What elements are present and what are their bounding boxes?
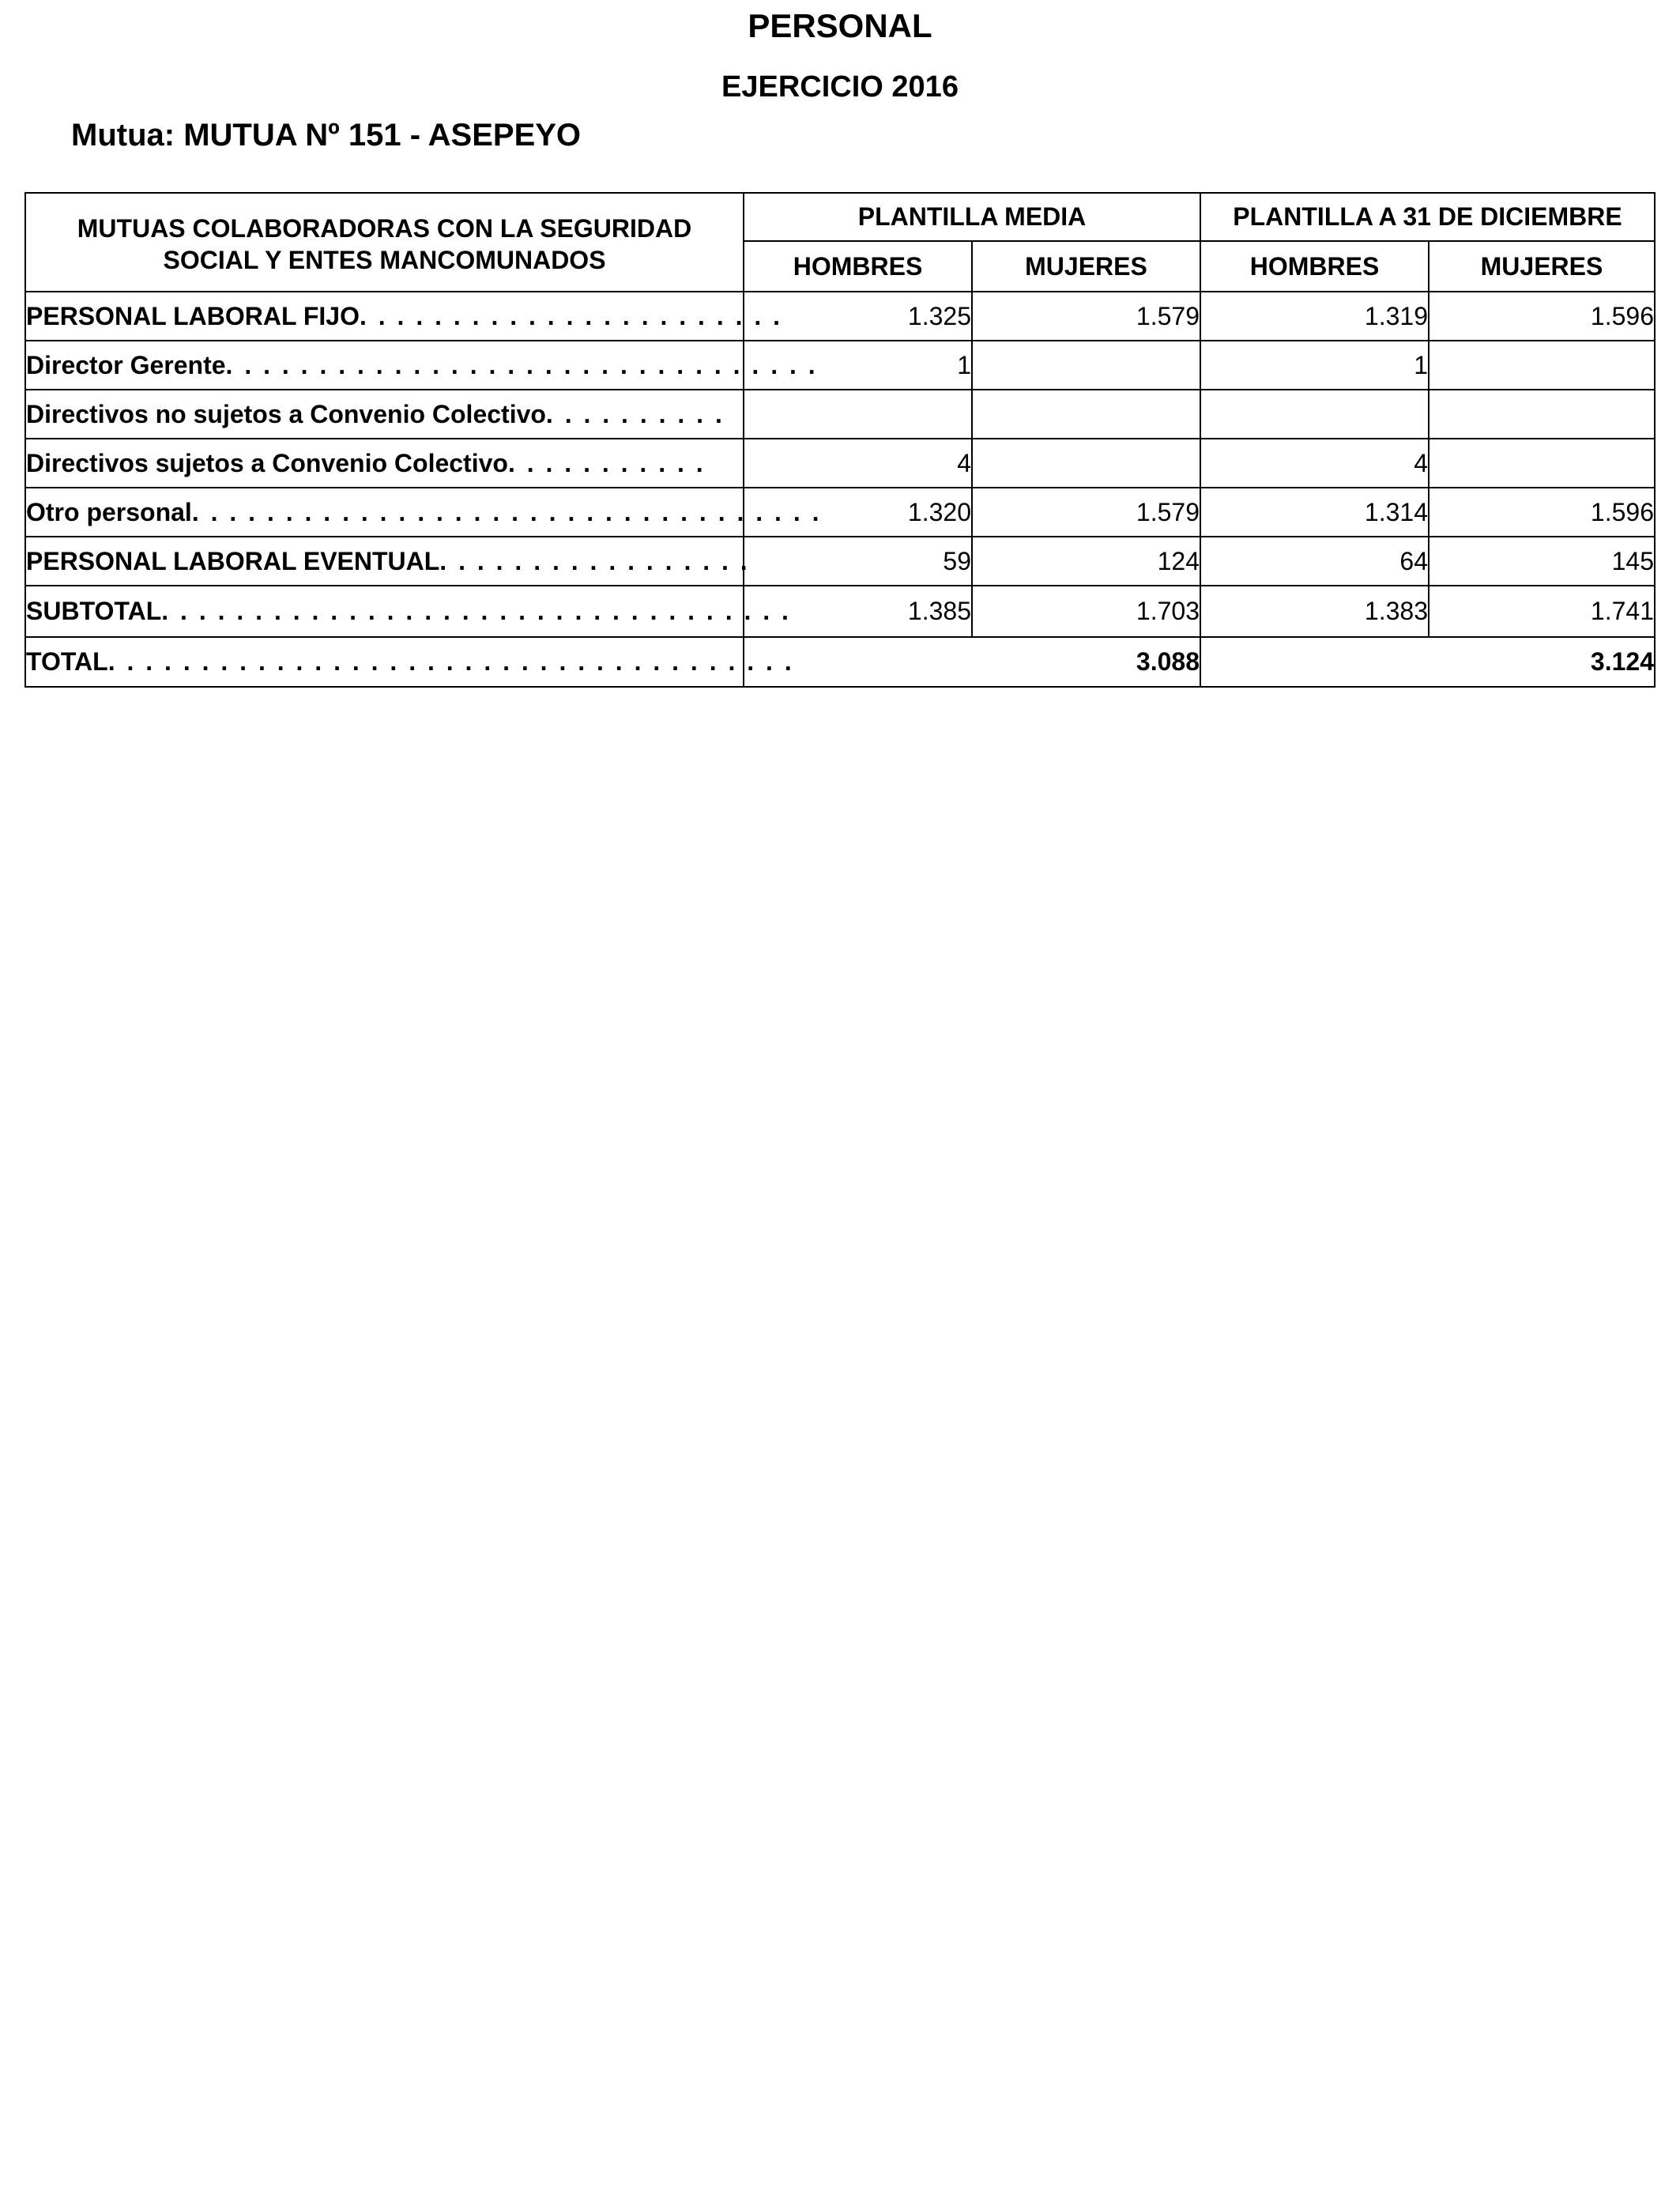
total-value-diciembre: 3.124 bbox=[1200, 637, 1655, 687]
cell-value: 1.319 bbox=[1200, 292, 1429, 341]
cell-value: 124 bbox=[972, 537, 1200, 586]
subtotal-value: 1.741 bbox=[1429, 586, 1655, 637]
row-label-text: Directivos sujetos a Convenio Colectivo bbox=[26, 448, 508, 477]
table-row bbox=[25, 488, 1655, 537]
table-row bbox=[25, 390, 1655, 439]
cell-value: 4 bbox=[1200, 439, 1429, 488]
group-header-plantilla-media: PLANTILLA MEDIA bbox=[744, 193, 1200, 241]
page-subtitle: EJERCICIO 2016 bbox=[721, 70, 959, 104]
total-row bbox=[25, 637, 1655, 687]
cell-value bbox=[972, 341, 1200, 390]
table-header-row bbox=[25, 193, 1655, 241]
row-label-text: PERSONAL LABORAL FIJO bbox=[26, 301, 360, 330]
cell-value: 1 bbox=[1200, 341, 1429, 390]
leader-dots: . . . . . . . . . . . . . . . . . . . . . . . . . . . . . . . . . . . . . bbox=[107, 647, 794, 676]
total-label bbox=[25, 637, 794, 687]
leader-dots: . . . . . . . . . . . . . . . . . . . . . . . bbox=[359, 301, 783, 330]
cell-value: 1.596 bbox=[1429, 292, 1655, 341]
leader-dots: . . . . . . . . . . . . . . . . . . . . . . . . . . . . . . . . bbox=[225, 350, 818, 379]
subheader-mujeres-diciembre: MUJERES bbox=[1429, 241, 1655, 292]
total-label-text: TOTAL bbox=[26, 647, 108, 676]
personal-table bbox=[24, 192, 1656, 688]
row-label bbox=[25, 390, 744, 439]
table-row bbox=[25, 341, 1655, 390]
subtotal-value: 1.383 bbox=[1200, 586, 1429, 637]
cell-value bbox=[972, 390, 1200, 439]
cell-value: 1.579 bbox=[972, 292, 1200, 341]
row-label bbox=[25, 341, 818, 390]
subtotal-value: 1.385 bbox=[744, 586, 972, 637]
subtotal-value: 1.703 bbox=[972, 586, 1200, 637]
page-title: PERSONAL bbox=[748, 7, 932, 44]
subtotal-row bbox=[25, 586, 1655, 637]
row-label-text: Otro personal bbox=[26, 497, 192, 526]
cell-value: 1.325 bbox=[744, 292, 972, 341]
cell-value bbox=[1200, 390, 1429, 439]
row-label bbox=[25, 537, 750, 586]
cell-value: 1.596 bbox=[1429, 488, 1655, 537]
leader-dots: . . . . . . . . . . bbox=[545, 399, 725, 428]
subtotal-label-text: SUBTOTAL bbox=[26, 597, 162, 625]
subheader-hombres-media: HOMBRES bbox=[744, 241, 972, 292]
cell-value: 1.579 bbox=[972, 488, 1200, 537]
cell-value: 1.320 bbox=[744, 488, 972, 537]
group-header-plantilla-diciembre: PLANTILLA A 31 DE DICIEMBRE bbox=[1200, 193, 1655, 241]
subtotal-label bbox=[25, 586, 791, 637]
cell-value: 1 bbox=[744, 341, 972, 390]
leader-dots: . . . . . . . . . . . . . . . . . . . . . . . . . . . . . . . . . . bbox=[191, 497, 822, 526]
row-label-text: PERSONAL LABORAL EVENTUAL bbox=[26, 546, 440, 575]
cell-value: 4 bbox=[744, 439, 972, 488]
leader-dots: . . . . . . . . . . . . . . . . . bbox=[439, 546, 750, 575]
corner-header-label: MUTUAS COLABORADORAS CON LA SEGURIDAD SOCIAL Y ENTES MANCOMUNADOS bbox=[77, 214, 692, 274]
cell-value bbox=[744, 390, 972, 439]
row-label bbox=[25, 439, 744, 488]
leader-dots: . . . . . . . . . . . . . . . . . . . . . . . . . . . . . . . . . . bbox=[161, 597, 791, 625]
cell-value bbox=[1429, 341, 1655, 390]
cell-value: 59 bbox=[744, 537, 972, 586]
mutua-label: Mutua: MUTUA Nº 151 - ASEPEYO bbox=[71, 118, 582, 153]
cell-value: 1.314 bbox=[1200, 488, 1429, 537]
row-label-text: Director Gerente bbox=[26, 350, 226, 379]
row-label bbox=[25, 292, 783, 341]
row-label-text: Directivos no sujetos a Convenio Colectivo bbox=[26, 399, 546, 428]
subheader-hombres-diciembre: HOMBRES bbox=[1200, 241, 1429, 292]
cell-value bbox=[1429, 439, 1655, 488]
table-row bbox=[25, 292, 1655, 341]
total-value-media: 3.088 bbox=[744, 637, 1200, 687]
corner-header bbox=[25, 193, 744, 292]
row-label bbox=[25, 488, 822, 537]
table-row bbox=[25, 537, 1655, 586]
leader-dots: . . . . . . . . . . . bbox=[507, 448, 706, 477]
cell-value bbox=[972, 439, 1200, 488]
cell-value bbox=[1429, 390, 1655, 439]
subheader-mujeres-media: MUJERES bbox=[972, 241, 1200, 292]
table-row bbox=[25, 439, 1655, 488]
cell-value: 64 bbox=[1200, 537, 1429, 586]
cell-value: 145 bbox=[1429, 537, 1655, 586]
